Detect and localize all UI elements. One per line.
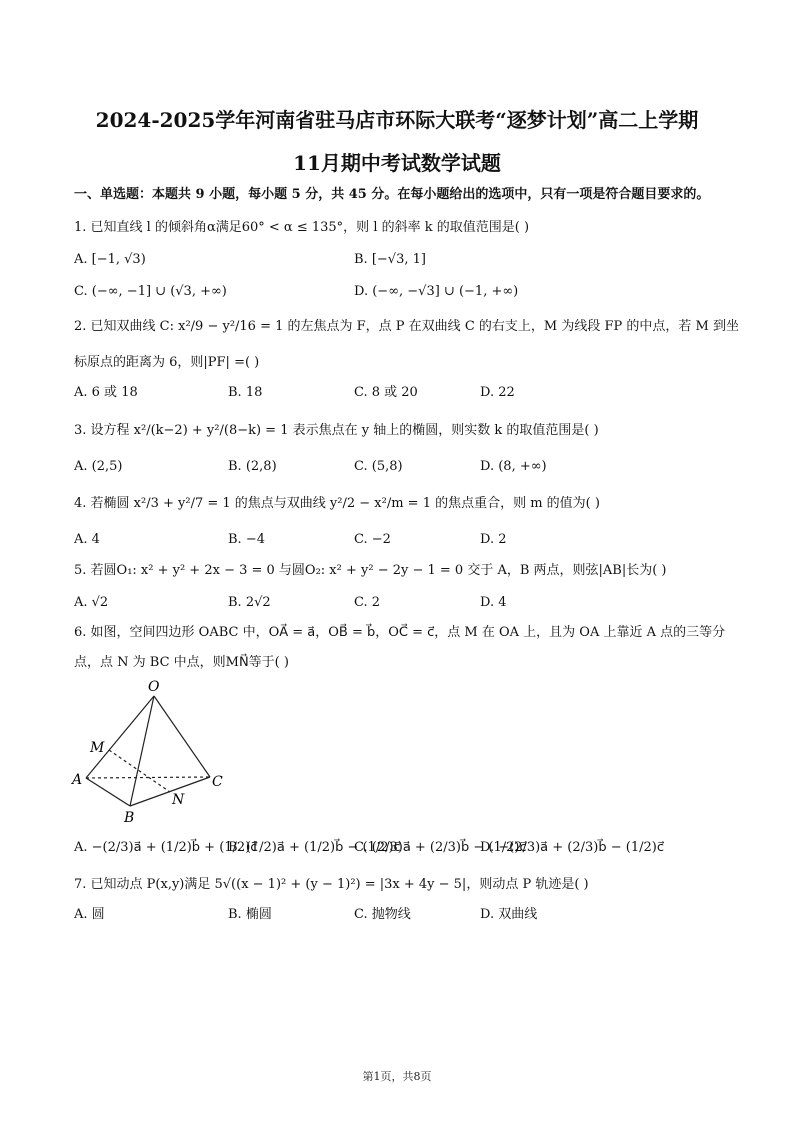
q2-option-c: C. 8 或 20 — [354, 385, 418, 400]
q3-option-b: B. (2,8) — [228, 459, 277, 474]
question-2-stem-line1: 2. 已知双曲线 C: x²/9 − y²/16 = 1 的左焦点为 F，点 P 在双曲线 C 的右支上，M 为线段 FP 的中点，若 M 到坐 — [74, 319, 739, 334]
q2-option-a: A. 6 或 18 — [74, 385, 138, 400]
q7-option-c: C. 抛物线 — [354, 907, 411, 922]
page-subtitle: 11月期中考试数学试题 — [293, 151, 501, 175]
edge-ob — [130, 696, 154, 806]
q1-option-b: B. [−√3, 1] — [354, 252, 426, 267]
q2-option-d: D. 22 — [480, 385, 515, 400]
q3-option-a: A. (2,5) — [74, 459, 123, 474]
q5-option-b: B. 2√2 — [228, 595, 271, 610]
q4-option-b: B. −4 — [228, 532, 265, 547]
question-2-stem-line2: 标原点的距离为 6，则|PF| =( ) — [74, 355, 260, 370]
edge-oa — [86, 696, 154, 778]
section-heading: 一、单选题：本题共 9 小题，每小题 5 分，共 45 分。在每小题给出的选项中，只有一项是符合题目要求的。 — [74, 187, 710, 202]
question-7-stem: 7. 已知动点 P(x,y)满足 5√((x − 1)² + (y − 1)²) = |3x + 4y − 5|，则动点 P 轨迹是( ) — [74, 877, 589, 892]
label-o: O — [148, 679, 160, 695]
q1-option-d: D. (−∞, −√3] ∪ (−1, +∞) — [354, 284, 519, 299]
question-6-stem-line2: 点，点 N 为 BC 中点，则MN⃗等于( ) — [74, 655, 289, 670]
q6-option-a: A. −(2/3)a⃗ + (1/2)b⃗ + (1/2)c⃗ — [74, 840, 258, 855]
q7-option-d: D. 双曲线 — [480, 907, 538, 922]
q7-option-b: B. 椭圆 — [228, 907, 272, 922]
q6-option-b: B. (1/2)a⃗ + (1/2)b⃗ − (1/2)c⃗ — [228, 840, 401, 855]
label-b: B — [124, 810, 135, 826]
edge-ac-hidden — [86, 777, 210, 778]
q1-option-a: A. [−1, √3) — [74, 252, 146, 267]
q4-option-d: D. 2 — [480, 532, 507, 547]
q2-option-b: B. 18 — [228, 385, 263, 400]
question-6-stem-line1: 6. 如图，空间四边形 OABC 中，OA⃗ = a⃗，OB⃗ = b⃗，OC⃗ = c⃗，点 M 在 OA 上，且为 OA 上靠近 A 点的三等分 — [74, 625, 726, 640]
q5-option-a: A. √2 — [74, 595, 109, 610]
label-c: C — [212, 774, 223, 790]
edge-oc — [154, 696, 210, 777]
question-1-stem: 1. 已知直线 l 的倾斜角α满足60° < α ≤ 135°，则 l 的斜率 k 的取值范围是( ) — [74, 220, 530, 235]
page-footer: 第1页，共8页 — [362, 1070, 432, 1083]
q4-option-a: A. 4 — [74, 532, 100, 547]
question-5-stem: 5. 若圆O₁: x² + y² + 2x − 3 = 0 与圆O₂: x² + y² − 2y − 1 = 0 交于 A，B 两点，则弦|AB|长为( ) — [74, 563, 667, 578]
q7-option-a: A. 圆 — [74, 907, 105, 922]
q6-option-d: D. −(2/3)a⃗ + (2/3)b⃗ − (1/2)c⃗ — [480, 840, 664, 855]
q5-option-c: C. 2 — [354, 595, 381, 610]
tetrahedron-figure — [68, 676, 238, 826]
label-m: M — [90, 740, 105, 756]
q4-option-c: C. −2 — [354, 532, 391, 547]
segment-mn — [109, 750, 170, 792]
q5-option-d: D. 4 — [480, 595, 507, 610]
label-n: N — [172, 792, 185, 808]
question-3-stem: 3. 设方程 x²/(k−2) + y²/(8−k) = 1 表示焦点在 y 轴上的椭圆，则实数 k 的取值范围是( ) — [74, 423, 599, 438]
q3-option-c: C. (5,8) — [354, 459, 403, 474]
q3-option-d: D. (8, +∞) — [480, 459, 547, 474]
question-4-stem: 4. 若椭圆 x²/3 + y²/7 = 1 的焦点与双曲线 y²/2 − x²/m = 1 的焦点重合，则 m 的值为( ) — [74, 496, 600, 511]
label-a: A — [72, 772, 83, 788]
q6-option-c: C. (2/3)a⃗ + (2/3)b⃗ − (1/2)c⃗ — [354, 840, 527, 855]
page-title: 2024-2025学年河南省驻马店市环际大联考“逐梦计划”高二上学期 — [95, 108, 699, 132]
edge-ab — [86, 778, 130, 806]
q1-option-c: C. (−∞, −1] ∪ (√3, +∞) — [74, 284, 227, 299]
